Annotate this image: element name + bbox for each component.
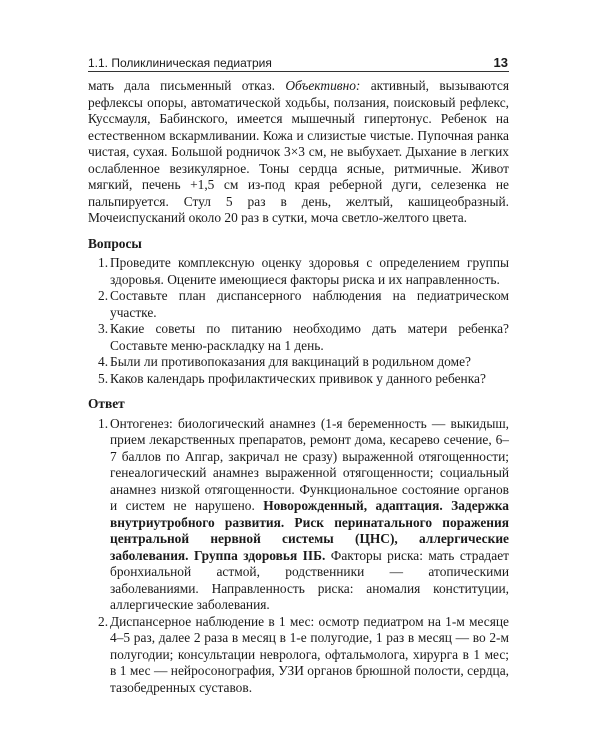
- question-text: Проведите комплексную оценку здоровья с определением группы здоровья. Оцените имеющиеся факторы риска и их направленность.: [110, 255, 509, 287]
- header-rule: [88, 71, 509, 72]
- question-item: [88, 354, 509, 371]
- question-item: [88, 288, 509, 321]
- answer-list: [88, 416, 509, 697]
- question-item: [88, 371, 509, 388]
- answer-text-risk: Факторы риска: мать страдает бронхиальной астмой, родственники — атопическими заболеваниями. Направленность риска: аномалия конституции, аллергические заболевания.: [110, 547, 509, 612]
- question-number: 5.: [98, 370, 109, 386]
- intro-italic-label: Объективно:: [285, 78, 361, 93]
- question-text: Составьте план диспансерного наблюдения на педиатрическом участке.: [110, 288, 509, 320]
- answer-heading: Ответ: [88, 396, 125, 411]
- questions-list: [88, 255, 509, 387]
- answer-item: [88, 416, 509, 614]
- question-number: 2.: [98, 288, 109, 303]
- page-number: 13: [493, 55, 508, 70]
- running-header: [88, 50, 508, 70]
- section-title: 1.1. Поликлиническая педиатрия: [88, 56, 272, 70]
- question-text: Были ли противопоказания для вакцинаций в родильном доме?: [110, 354, 471, 369]
- page-body: [88, 78, 509, 696]
- intro-text-rest: активный, вызываются рефлексы опоры, автоматической ходьбы, ползания, поисковый рефлекс, Куссмауля, Бабинского, имеется мышечный гипертонус. Ребенок на естественном вскармливании. Кожа и слизистые чистые. Пупочная ранка чистая, сухая. Большой родничок 3×3 см, не выбухает. Дыхание в легких ослабленное везикулярное. Тоны сердца ясные, ритмичные. Живот мягкий, печень +1,5 см из-под края реберной дуги, селезенка не пальпируется. Стул 5 раз в день, желтый, кашицеобразный. Мочеиспусканий около 20 раз в сутки, моча светло-желтого цвета.: [88, 78, 509, 225]
- question-text: Какие советы по питанию необходимо дать матери ребенка? Составьте меню-раскладку на 1 день.: [110, 321, 509, 353]
- intro-paragraph: [88, 78, 509, 227]
- questions-heading: Вопросы: [88, 235, 142, 251]
- answer-diagnosis-bold: Новорожденный, адаптация. Задержка внутриутробного развития. Риск перинатального поражения центральной нервной системы (ЦНС), аллергические заболевания. Группа здоровья IIБ.: [110, 498, 510, 563]
- answer-number: 1.: [98, 415, 109, 431]
- intro-text-start: мать дала письменный отказ.: [88, 78, 286, 93]
- question-number: 1.: [98, 255, 109, 270]
- question-number: 3.: [98, 321, 109, 336]
- answer-text: Диспансерное наблюдение в 1 мес: осмотр педиатром на 1-м месяце 4–5 раз, далее 2 раза в месяц в 1-е полугодие, 1 раз в месяц — во 2-м полугодии; консультации невролога, офтальмолога, хирурга в 1 мес; в 1 мес — нейросонография, УЗИ органов брюшной полости, сердца, тазобедренных суставов.: [110, 613, 509, 695]
- answer-number: 2.: [98, 613, 109, 629]
- question-item: [88, 321, 509, 354]
- answer-item: [88, 614, 509, 697]
- question-number: 4.: [98, 354, 109, 369]
- answer-text: Онтогенез: биологический анамнез (1-я беременность — выкидыш, прием лекарственных препаратов, ремонт дома, кесарево сечение, 6–7 баллов по Апгар, закричал не сразу) выраженной отягощенности; генеалогический анамнез выраженной отягощенности; социальный анамнез низкой отягощенности. Функциональное состояние органов и систем не нарушено.: [110, 415, 509, 513]
- question-text: Каков календарь профилактических прививок у данного ребенка?: [110, 370, 486, 386]
- question-item: [88, 255, 509, 288]
